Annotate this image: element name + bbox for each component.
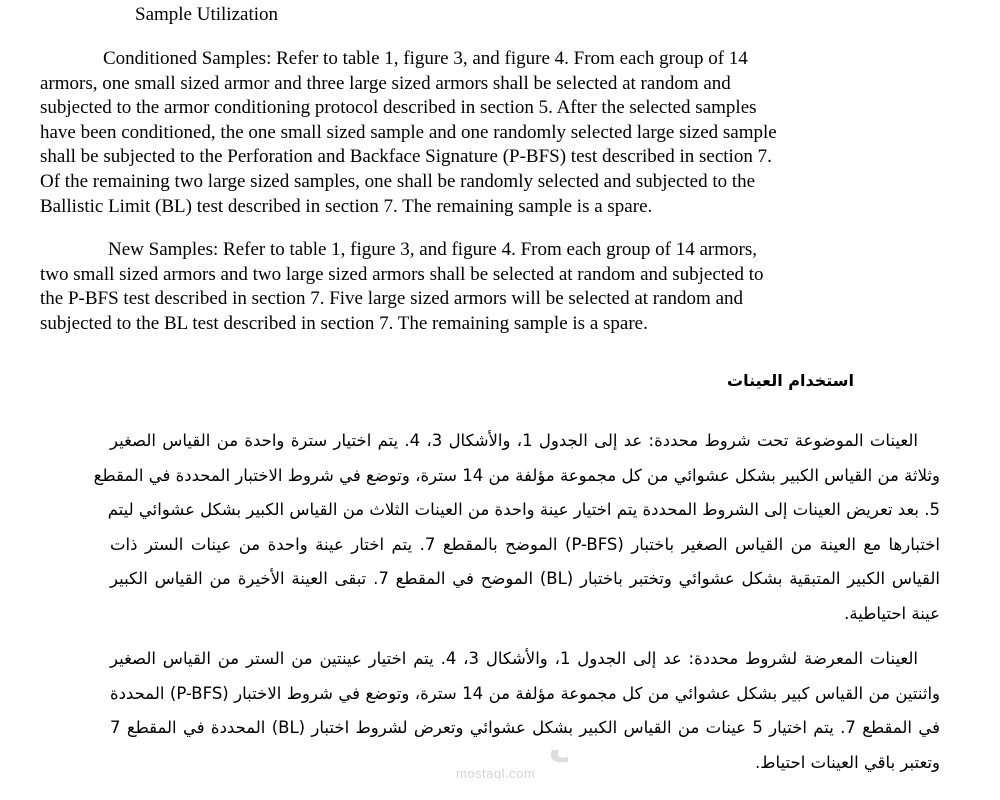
english-conditioned-line: shall be subjected to the Perforation and Backface Signature (P-BFS) test described in section 7. [40,146,772,168]
arabic-new-paragraph [110,642,940,780]
arabic-new-line: وتعتبر باقي العينات احتياط. [755,752,940,772]
english-conditioned-line: Of the remaining two large sized samples, one shall be randomly selected and subjected to the [40,170,756,192]
english-new-paragraph [40,238,940,336]
english-new-line: the P-BFS test described in section 7. Five large sized armors will be selected at random and [40,288,744,310]
english-conditioned-line: Ballistic Limit (BL) test described in section 7. The remaining sample is a spare. [40,195,653,217]
english-conditioned-line: have been conditioned, the one small sized sample and one randomly selected large sized sample [40,121,777,143]
arabic-conditioned-line: 5. بعد تعريض العينات إلى الشروط المحددة يتم اختيار عينة واحدة من العينات الثلاث من القياس الكبير بشكل عشوائي ليتم [107,500,940,519]
english-conditioned-paragraph [40,47,940,219]
arabic-conditioned-line: القياس الكبير المتبقية بشكل عشوائي وتختبر باختبار (BL) الموضح في المقطع 7. تبقى العينة الأخيرة من القياس الكبير [110,569,940,588]
english-new-line: two small sized armors and two large sized armors shall be selected at random and subjected to [40,263,764,285]
english-conditioned-line: armors, one small sized armor and three large sized armors shall be selected at random and [40,72,731,94]
arabic-heading: استخدام العينات [727,371,854,390]
english-conditioned-line: subjected to the armor conditioning protocol described in section 5. After the selected samples [40,97,757,119]
arabic-new-line: في المقطع 7. يتم اختيار 5 عينات من القياس الكبير بشكل عشوائي وتعرض لشروط اختبار (BL) المحددة في المقطع 7 [110,718,940,737]
arabic-new-line: واثنتين من القياس كبير بشكل عشوائي من كل مجموعة مؤلفة من 14 سترة، وتوضع في شروط الاختبار (P-BFS) المحددة [110,683,941,703]
watermark-latin-text: mostaql.com [456,766,536,781]
english-new-line: New Samples: Refer to table 1, figure 3, and figure 4. From each group of 14 armors, [108,239,757,260]
english-conditioned-line: Conditioned Samples: Refer to table 1, figure 3, and figure 4. From each group of 14 [103,48,748,69]
watermark-arabic-text: ل [548,720,568,766]
english-heading: Sample Utilization [135,4,279,25]
english-new-line: subjected to the BL test described in section 7. The remaining sample is a spare. [40,312,648,334]
arabic-new-line: العينات المعرضة لشروط محددة: عد إلى الجدول 1، والأشكال 3، 4. يتم اختيار عينتين من الستر من القياس الصغير [110,649,918,668]
arabic-conditioned-paragraph [93,424,940,631]
arabic-conditioned-line: العينات الموضوعة تحت شروط محددة: عد إلى الجدول 1، والأشكال 3، 4. يتم اختيار سترة واحدة من القياس الصغير [110,431,918,450]
arabic-conditioned-line: اختبارها مع العينة من القياس الصغير باختبار (P-BFS) الموضح بالمقطع 7. يتم اختار عينة واحدة من عينات الستر ذات [110,534,940,554]
arabic-conditioned-line: عينة احتياطية. [844,603,940,623]
arabic-conditioned-line: وثلاثة من القياس الكبير بشكل عشوائي من كل مجموعة مؤلفة من 14 سترة، وتوضع في شروط الاختبار المحددة في المقطع [93,465,940,485]
